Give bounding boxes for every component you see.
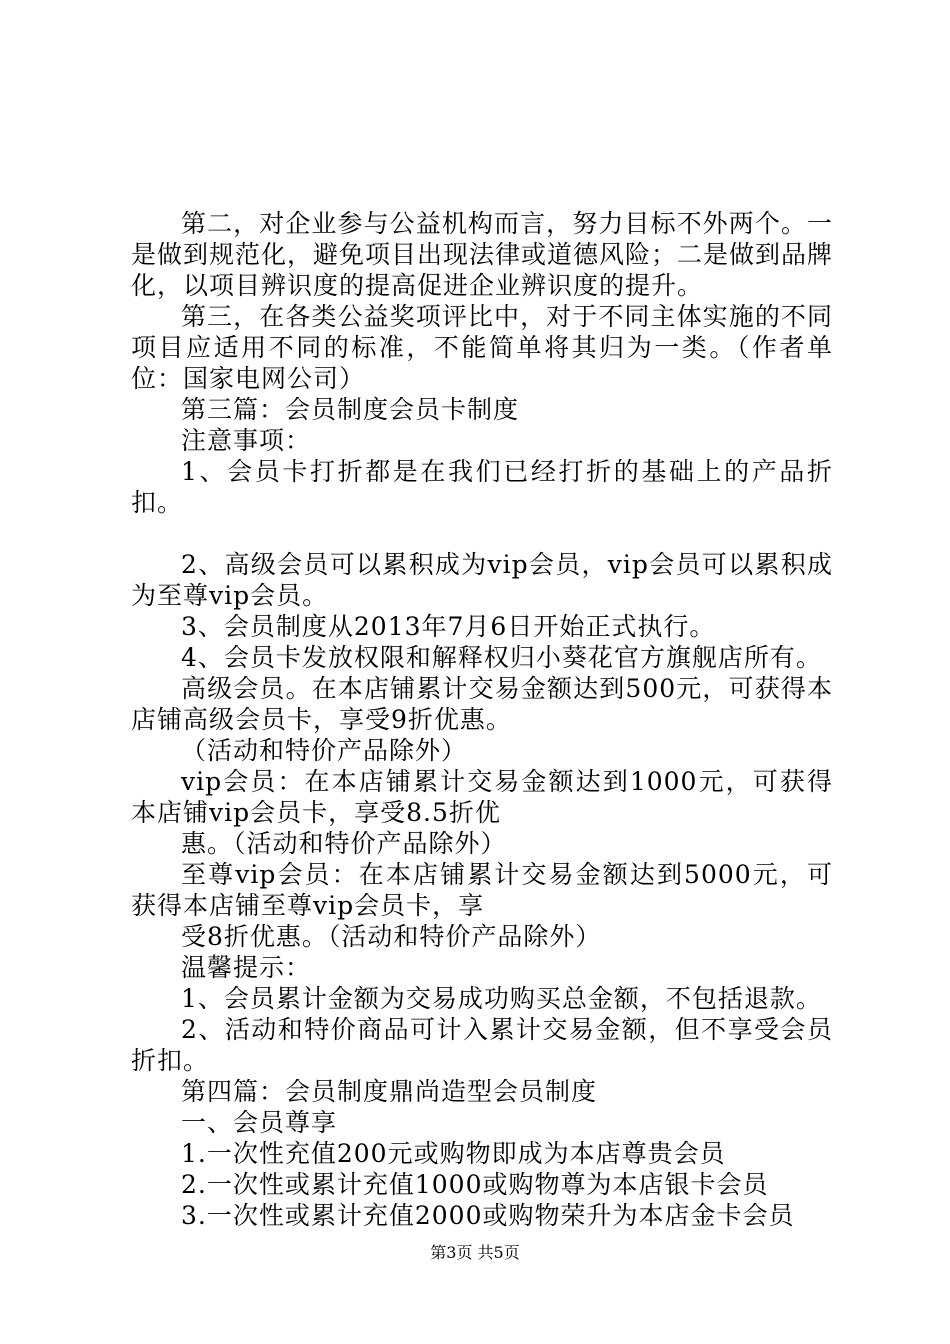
senior-member-rule: 高级会员。在本店铺累计交易金额达到500元，可获得本店铺高级会员卡，享受9折优惠。	[131, 674, 833, 734]
section-heading-fourth: 第四篇：会员制度鼎尚造型会员制度	[181, 1077, 598, 1106]
document-body	[131, 208, 833, 1231]
member-tier-3: 3.一次性或累计充值2000或购物荣升为本店金卡会员	[181, 1201, 795, 1230]
paragraph-second-point: 第二，对企业参与公益机构而言，努力目标不外两个。一是做到规范化，避免项目出现法律或道德风险；二是做到品牌化，以项目辨识度的提高促进企业辨识度的提升。	[131, 209, 834, 300]
member-tier-2: 2.一次性或累计充值1000或购物尊为本店银卡会员	[181, 1170, 769, 1199]
page-number-label: 第3页 共5页	[430, 1243, 520, 1262]
notice-item-1: 1、会员卡打折都是在我们已经打折的基础上的产品折扣。	[131, 457, 833, 517]
member-tier-1: 1.一次性充值200元或购物即成为本店尊贵会员	[181, 1139, 726, 1168]
tips-item-2: 2、活动和特价商品可计入累计交易金额，但不享受会员折扣。	[131, 1015, 833, 1075]
paragraph-third-point: 第三，在各类公益奖项评比中，对于不同主体实施的不同项目应适用不同的标准，不能简单将其归为一类。（作者单位：国家电网公司）	[131, 302, 833, 393]
member-benefits-heading: 一、会员尊享	[181, 1108, 338, 1137]
vip-member-rule: vip会员：在本店铺累计交易金额达到1000元，可获得本店铺vip会员卡，享受8.5折优	[131, 767, 833, 827]
vip-member-rule-cont: 惠。（活动和特价产品除外）	[181, 829, 507, 858]
supreme-vip-rule-cont: 受8折优惠。（活动和特价产品除外）	[181, 922, 602, 951]
notice-heading: 注意事项：	[181, 426, 312, 455]
notice-item-2: 2、高级会员可以累积成为vip会员，vip会员可以累积成为至尊vip会员。	[131, 550, 833, 610]
senior-member-exclusion: （活动和特价产品除外）	[181, 736, 468, 765]
section-heading-third: 第三篇：会员制度会员卡制度	[181, 395, 520, 424]
notice-item-4: 4、会员卡发放权限和解释权归小葵花官方旗舰店所有。	[181, 643, 822, 672]
notice-item-3: 3、会员制度从2013年7月6日开始正式执行。	[181, 612, 716, 641]
supreme-vip-rule: 至尊vip会员：在本店铺累计交易金额达到5000元，可获得本店铺至尊vip会员卡，享	[131, 860, 833, 920]
page-footer	[0, 1243, 950, 1263]
tips-heading: 温馨提示：	[181, 953, 312, 982]
tips-item-1: 1、会员累计金额为交易成功购买总金额，不包括退款。	[181, 984, 822, 1013]
